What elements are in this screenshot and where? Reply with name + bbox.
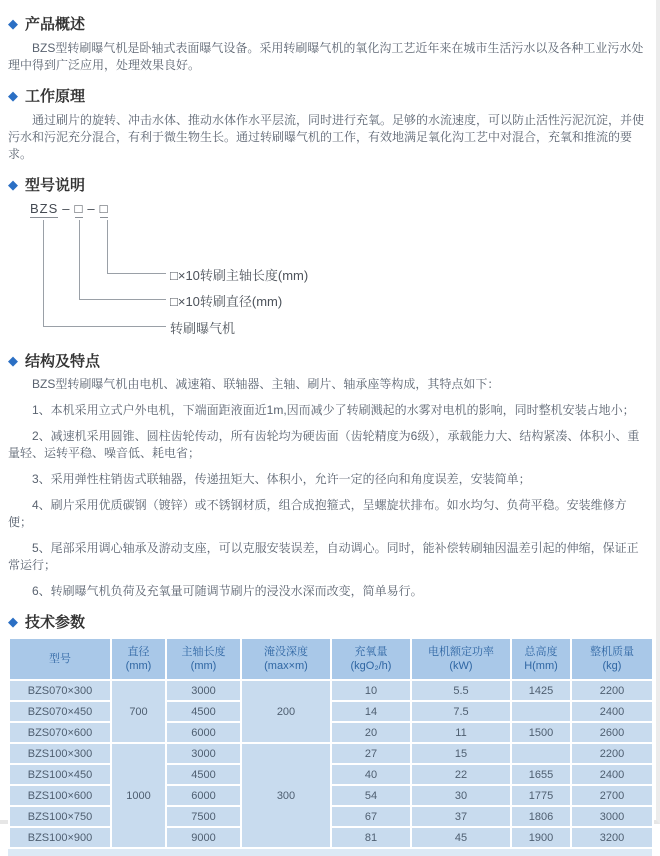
col-header-total-weight — [571, 638, 653, 680]
cell-shaft: 3000 — [166, 680, 241, 701]
cell-power: 15 — [411, 743, 511, 764]
cell-height: 1806 — [511, 806, 571, 827]
cell-shaft: 6000 — [166, 722, 241, 743]
cell-shaft: 6000 — [166, 785, 241, 806]
feature-item: 1、本机采用立式户外电机，下端面距液面近1m,因而减少了转刷溅起的水雾对电机的影响，同时整机安装占地小； — [32, 403, 635, 417]
model-code-diagram — [30, 201, 648, 339]
cell-model: BZS070×600 — [9, 722, 111, 743]
cell-model: BZS100×900 — [9, 827, 111, 848]
header-line: (kg) — [602, 660, 622, 672]
connector-line — [107, 220, 108, 274]
cell-oxygen: 54 — [331, 785, 411, 806]
feature-item: 6、转刷曝气机负荷及充氧量可随调节刷片的浸没水深而改变，简单易行。 — [32, 584, 423, 598]
cell-weight: 2700 — [571, 785, 653, 806]
cell-power: 30 — [411, 785, 511, 806]
connector-line — [43, 326, 166, 327]
header-line: 总高度 — [524, 646, 558, 658]
header-line: 充氧量 — [354, 646, 388, 658]
cell-model: BZS070×450 — [9, 701, 111, 722]
overview-paragraph: BZS型转刷曝气机是卧轴式表面曝气设备。采用转刷曝气机的氧化沟工艺近年来在城市生活污水以及各种工业污水处理中得到广泛应用，处理效果良好。 — [8, 41, 644, 72]
table-row — [9, 743, 653, 764]
cell-oxygen: 40 — [331, 764, 411, 785]
cell-weight: 3000 — [571, 806, 653, 827]
cell-height: 1500 — [511, 722, 571, 743]
callout-machine-name: 转刷曝气机 — [170, 321, 236, 336]
cell-shaft: 4500 — [166, 764, 241, 785]
section-heading-features — [8, 350, 648, 371]
feature-item: 4、刷片采用优质碳钢（镀锌）或不锈钢材质，组合成抱箍式，呈螺旋状排布。如水均匀、负荷平稳。安装维修方便； — [8, 498, 627, 529]
connector-line — [107, 273, 166, 274]
table-row — [9, 764, 653, 785]
table-row — [9, 785, 653, 806]
cell-model: BZS070×300 — [9, 680, 111, 701]
section-heading-specs — [8, 611, 648, 632]
section-title: 产品概述 — [25, 16, 86, 33]
cell-height: 1655 — [511, 764, 571, 785]
header-line: H(mm) — [524, 660, 558, 672]
cell-power: 11 — [411, 722, 511, 743]
section-heading-principle — [8, 85, 648, 106]
cell-model: BZS100×750 — [9, 806, 111, 827]
table-row — [9, 722, 653, 743]
diamond-icon: ◆ — [8, 88, 18, 103]
header-line: 主轴长度 — [181, 646, 226, 658]
cell-shaft: 7500 — [166, 806, 241, 827]
cell-weight: 2600 — [571, 722, 653, 743]
cell-depth-group: 300 — [241, 743, 331, 848]
cell-model: BZS100×300 — [9, 743, 111, 764]
connector-line — [43, 220, 44, 327]
connector-line — [79, 220, 80, 300]
cell-power: 7.5 — [411, 701, 511, 722]
model-code-box: □ — [74, 201, 84, 216]
col-header-total-height — [511, 638, 571, 680]
col-header-diameter — [111, 638, 166, 680]
cell-model: BZS100×450 — [9, 764, 111, 785]
cell-weight: 3200 — [571, 827, 653, 848]
feature-item: 2、减速机采用圆锥、圆柱齿轮传动，所有齿轮均为硬齿面（齿轮精度为6级），承载能力大、结构紧凑、体积小、重量轻、运转平稳、噪音低、耗电省； — [8, 429, 640, 460]
specs-table — [8, 637, 654, 849]
section-title: 结构及特点 — [25, 353, 101, 370]
cell-height — [511, 743, 571, 764]
header-line: (kW) — [449, 660, 473, 672]
header-line: 电机额定功率 — [428, 646, 494, 658]
model-code-dash: – — [87, 201, 96, 216]
cell-diameter-group: 700 — [111, 680, 166, 743]
section-heading-model-spec — [8, 174, 648, 195]
cell-weight: 2200 — [571, 743, 653, 764]
cell-weight: 2200 — [571, 680, 653, 701]
model-code-box: □ — [99, 201, 109, 216]
header-line: (kgO₂/h) — [350, 660, 392, 672]
cell-height: 1775 — [511, 785, 571, 806]
table-row — [9, 680, 653, 701]
cell-power: 5.5 — [411, 680, 511, 701]
feature-item: 5、尾部采用调心轴承及游动支座，可以克服安装误差，自动调心。同时，能补偿转刷轴因温差引起的伸缩，保证正常运行； — [8, 541, 639, 572]
diamond-icon: ◆ — [8, 353, 18, 368]
table-row — [9, 701, 653, 722]
cell-power: 45 — [411, 827, 511, 848]
table-row — [9, 827, 653, 848]
diamond-icon: ◆ — [8, 614, 18, 629]
header-line: 淹没深度 — [264, 646, 308, 658]
model-code-prefix: BZS — [30, 201, 59, 216]
cell-oxygen: 10 — [331, 680, 411, 701]
callout-shaft-length: □×10转刷主轴长度(mm) — [170, 268, 309, 283]
cell-weight: 2400 — [571, 764, 653, 785]
diamond-icon: ◆ — [8, 177, 18, 192]
table-row — [9, 806, 653, 827]
cell-power: 22 — [411, 764, 511, 785]
cell-diameter-group: 1000 — [111, 743, 166, 848]
header-line: 型号 — [49, 653, 71, 665]
cell-shaft: 9000 — [166, 827, 241, 848]
section-title: 技术参数 — [25, 614, 86, 631]
model-code-dash: – — [62, 201, 71, 216]
callout-diameter: □×10转刷直径(mm) — [170, 294, 283, 309]
features-intro: BZS型转刷曝气机由电机、减速箱、联轴器、主轴、刷片、轴承座等构成，其特点如下： — [32, 377, 500, 391]
cell-height: 1900 — [511, 827, 571, 848]
section-heading-overview — [8, 13, 648, 34]
header-line: (mm) — [125, 660, 152, 672]
cell-oxygen: 27 — [331, 743, 411, 764]
col-header-shaft-length — [166, 638, 241, 680]
connector-line — [79, 299, 166, 300]
cell-oxygen: 67 — [331, 806, 411, 827]
principle-paragraph: 通过刷片的旋转、冲击水体、推动水体作水平层流，同时进行充氧。足够的水流速度，可以防止活性污泥沉淀，并使污水和污泥充分混合，有利于微生物生长。通过转刷曝气机的工作，有效地满足氧化沟工艺中对混合，充氧和推流的要求。 — [8, 113, 645, 161]
header-line: (max×m) — [264, 660, 308, 672]
feature-item: 3、采用弹性柱销齿式联轴器，传递扭矩大、体积小，允许一定的径向和角度误差，安装简单； — [32, 472, 531, 486]
diamond-icon: ◆ — [8, 16, 18, 31]
cell-oxygen: 81 — [331, 827, 411, 848]
header-line: (mm) — [190, 660, 217, 672]
col-header-motor-power — [411, 638, 511, 680]
col-header-oxygenation — [331, 638, 411, 680]
col-header-submersion-depth — [241, 638, 331, 680]
cell-weight: 2400 — [571, 701, 653, 722]
cell-oxygen: 14 — [331, 701, 411, 722]
cell-height: 1425 — [511, 680, 571, 701]
cell-oxygen: 20 — [331, 722, 411, 743]
table-footer-strip — [8, 849, 652, 856]
cell-power: 37 — [411, 806, 511, 827]
header-line: 直径 — [127, 646, 150, 658]
section-title: 型号说明 — [25, 177, 86, 194]
cell-height — [511, 701, 571, 722]
section-title: 工作原理 — [25, 88, 86, 105]
col-header-model — [9, 638, 111, 680]
cell-depth-group: 200 — [241, 680, 331, 743]
cell-shaft: 4500 — [166, 701, 241, 722]
model-code — [30, 201, 108, 216]
header-line: 整机质量 — [590, 646, 634, 658]
cell-model: BZS100×600 — [9, 785, 111, 806]
cell-shaft: 3000 — [166, 743, 241, 764]
table-header-row — [9, 638, 653, 680]
